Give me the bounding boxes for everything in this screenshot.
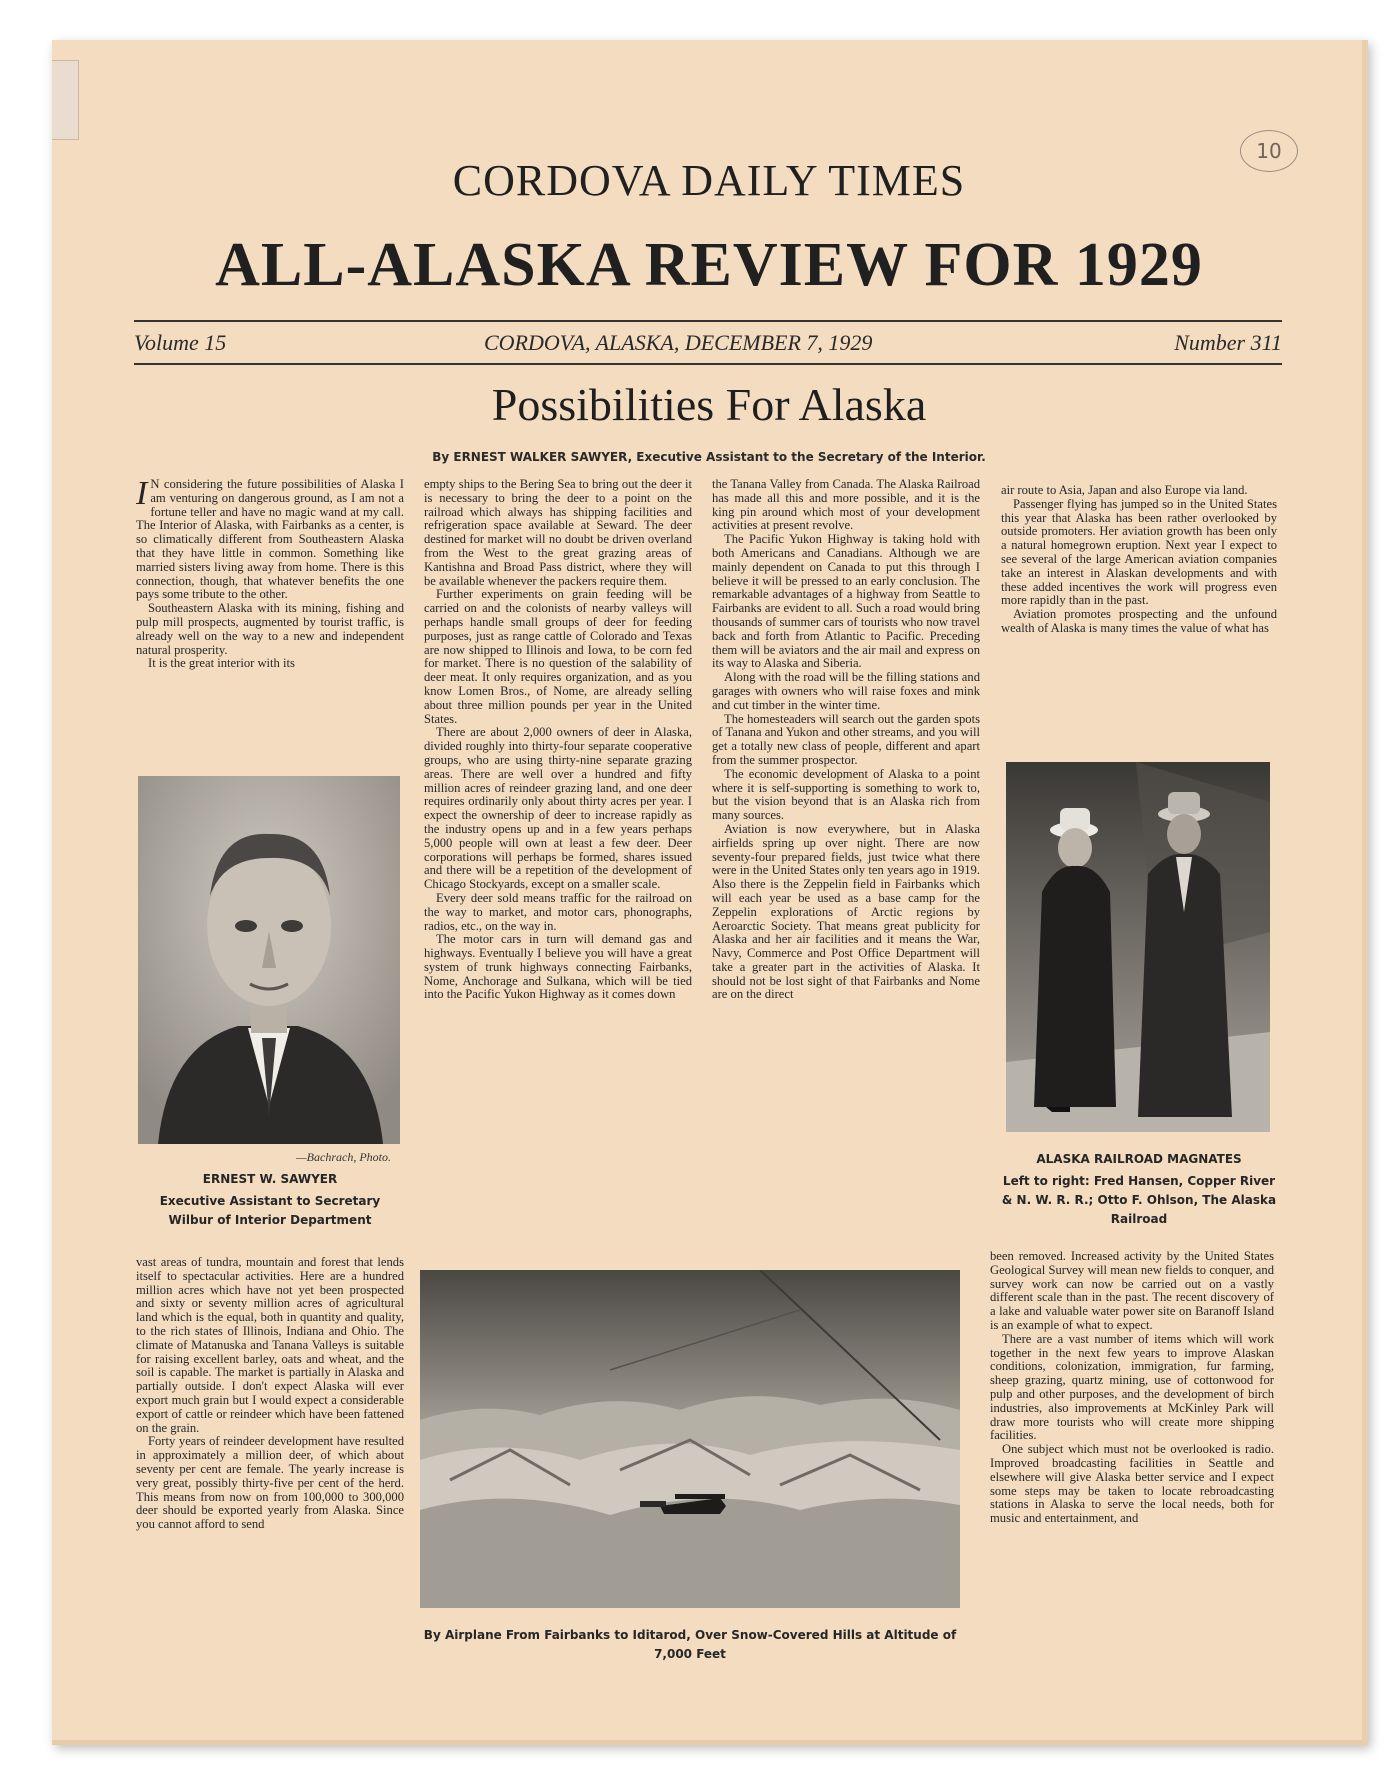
paragraph: There are a vast number of items which will work together in the next few years to improve Alaskan conditions, colonization, immigration, fur farming, sheep grazing, quartz mining, use of cottonwood for pulp and other purposes, and the development of birch industries, also improvements at McKinley Park will draw more tourists who will create more shipping facilities. [990, 1331, 1274, 1443]
article-headline: Possibilities For Alaska [491, 379, 927, 430]
dateline-text: CORDOVA, ALASKA, DECEMBER 7, 1929 [484, 330, 873, 355]
column-4-top [1001, 484, 1277, 744]
paragraph: air route to Asia, Japan and also Europe via land. [1001, 484, 1248, 497]
paper-name: CORDOVA DAILY TIMES [452, 156, 966, 205]
column-1-top [136, 478, 404, 756]
railroad-magnates-photo [1006, 762, 1270, 1132]
handwritten-page-number: 10 [1240, 130, 1298, 172]
masthead-rule-top [134, 320, 1282, 322]
column-1-bottom [136, 1256, 404, 1648]
paragraph: Along with the road will be the filling stations and garages with owners who will raise foxes and mink and cut timber in the winter time. [712, 670, 980, 712]
article-byline: By ERNEST WALKER SAWYER, Executive Assistant to the Secretary of the Interior. [432, 450, 986, 464]
paragraph: N considering the future possibilities of Alaska I am venturing on dangerous ground, as I am not a fortune teller and have no magic wand at my call. The Interior of Alaska, with Fairbanks as a center, is so climatically different from Southeastern Alaska that they have little in common. Something like married sisters living away from home. There is this connection, though, that whatever benefits the one pays some tribute to the other. [136, 478, 404, 602]
paragraph: The economic development of Alaska to a point where it is self-supporting is something to work to, but the vision beyond that is an Alaska rich from many sources. [712, 766, 980, 823]
paragraph: Southeastern Alaska with its mining, fishing and pulp mill prospects, augmented by tourist traffic, is already well on the way to a new and independent natural prosperity. [136, 601, 404, 657]
paragraph: Aviation promotes prospecting and the unfound wealth of Alaska is many times the value of what has [1001, 607, 1277, 635]
portrait-caption: Executive Assistant to Secretary Wilbur of Interior Department [159, 1194, 381, 1227]
paragraph: The homesteaders will search out the garden spots of Tanana and Yukon and other streams, and you will get a totally new class of people, different and apart from the summer prospector. [712, 711, 980, 767]
issue-number: Number 311 [1174, 330, 1282, 355]
airplane-caption: By Airplane From Fairbanks to Iditarod, Over Snow-Covered Hills at Altitude of 7,000 Feet [423, 1628, 957, 1661]
paragraph: empty ships to the Bering Sea to bring out the deer it is necessary to bring the deer to a point on the railroad which always has shipping facilities and refrigeration space available at Seward. The deer destined for market will no doubt be driven overland from the West to the great grazing areas of Kantishna and Broad Pass district, where they will be available whenever the packers require them. [424, 478, 692, 588]
paragraph: vast areas of tundra, mountain and forest that lends itself to spectacular activities. Here are a hundred million acres which have not yet been prospected and sixty or seventy million acres of agricultural land which is the equal, both in quantity and quality, to the rich states of Illinois, Indiana and Ohio. The climate of Matanuska and Tanana Valleys is suitable for raising excellent barley, oats and wheat, and the soil is capable. The market is partially in Alaska and partially outside. I don't expect Alaska will ever export much grain but I would expect a considerable export of cattle or reindeer which have been fattened on the grain. [136, 1256, 404, 1435]
paragraph: The motor cars in turn will demand gas and highways. Eventually I believe you will have a great system of trunk highways connecting Fairbanks, Nome, Anchorage and Sulkana, which will be tied into the Pacific Yukon Highway as it comes down [424, 932, 692, 1002]
photo-credit: —Bachrach, Photo. [296, 1150, 391, 1164]
paragraph: The Pacific Yukon Highway is taking hold with both Americans and Canadians. Although we are mainly dependent on Canada to put this through I believe it will be pressed to an early conclusion. The remarkable advantages of a highway from Seattle to Fairbanks are evident to all. Such a road would bring thousands of summer cars of tourists who now travel back and forth from Atlantic to Pacific. Preceding them will be aviators and the air mail and express on its way to Alaska and Siberia. [712, 532, 980, 671]
paragraph: Forty years of reindeer development have resulted in approximately a million deer, of which about seventy per cent are female. The yearly increase is very great, possibly thirty-five per cent of the herd. This means from now on from 100,000 to 300,000 deer should be exported yearly from Alaska. Since you cannot afford to send [136, 1434, 404, 1532]
airplane-photo [420, 1270, 960, 1608]
paragraph: been removed. Increased activity by the United States Geological Survey will mean new fields to conquer, and survey work can now be carried out on a vastly different scale than in the past. The recent discovery of a lake and valuable water power site on Baranoff Island is an example of what to expect. [990, 1250, 1274, 1332]
page-tab [52, 60, 79, 140]
paragraph: Passenger flying has jumped so in the United States this year that Alaska has been rather overlooked by outside promoters. Her aviation growth has been only a natural homegrown eruption. Next year I expect to see several of the large American aviation companies take an interest in Alaskan developments and with these added incentives the work will progress even more rapidly than in the past. [1001, 496, 1277, 608]
paragraph: the Tanana Valley from Canada. The Alaska Railroad has made all this and more possible, and it is the king pin around which most of your development activities at present revolve. [712, 478, 980, 533]
portrait-name: ERNEST W. SAWYER [202, 1172, 338, 1186]
paragraph: One subject which must not be overlooked is radio. Improved broadcasting facilities in Seattle and elsewhere will give Alaska better service and I expect some steps may be taken to locate rebroadcasting stations in Alaska to serve the local needs, both for music and entertainment, and [990, 1442, 1274, 1526]
column-4-bottom [990, 1250, 1274, 1662]
column-2 [424, 478, 692, 1250]
paragraph: Aviation is now everywhere, but in Alaska airfields spring up over night. There are now seventy-four prepared fields, just twice what there were in the United States only ten years ago in 1919. Also there is the Zeppelin field in Fairbanks which will each year be used as a base camp for the Zeppelin explorations of Arctic regions by Aeroarctic Society. That means great publicity for Alaska and her air facilities and it means the War, Navy, Commerce and Post Office Department will take a greater part in the activities of Alaska. It should not be lost sight of that Fairbanks and Nome are on the direct [712, 821, 980, 1002]
column-3 [712, 478, 980, 1250]
volume-label: Volume 15 [134, 330, 227, 355]
magnates-title: ALASKA RAILROAD MAGNATES [1036, 1152, 1242, 1166]
magnates-caption: Left to right: Fred Hansen, Copper River & N. W. R. R.; Otto F. Ohlson, The Alaska Railroad [1001, 1174, 1277, 1226]
drop-cap: I [136, 478, 148, 512]
masthead-rule-bottom [134, 363, 1282, 365]
paragraph: Every deer sold means traffic for the railroad on the way to market, and motor cars, phonographs, radios, etc., on the way in. [424, 890, 692, 933]
paragraph: It is the great interior with its [148, 656, 295, 671]
paragraph: There are about 2,000 owners of deer in Alaska, divided roughly into thirty-four separate cooperative groups, who are using thirty-nine separate grazing areas. There are well over a hundred and fifty million acres of reindeer grazing land, and one deer requires ordinarily only about thirty acres per year. I expect the ownership of deer to increase rapidly as the industry opens up and in a few years perhaps 5,000 people will own at least a few deer. Deer corporations will perhaps be formed, shares issued and there will be a repetition of the development of Chicago Stockyards, except on a smaller scale. [424, 725, 692, 892]
edition-title: ALL-ALASKA REVIEW FOR 1929 [215, 231, 1203, 299]
portrait-photo [138, 776, 400, 1144]
paragraph: Further experiments on grain feeding will be carried on and the colonists of nearby valleys will perhaps handle small groups of deer for feeding purposes, just as range cattle of Colorado and Texas are now shipped to Illinois and Iowa, to be corn fed for market. There is no question of the salability of deer meat. It only requires organization, and as you know Lomen Bros., of Nome, are already selling about three million pounds per year in the United States. [424, 587, 692, 726]
